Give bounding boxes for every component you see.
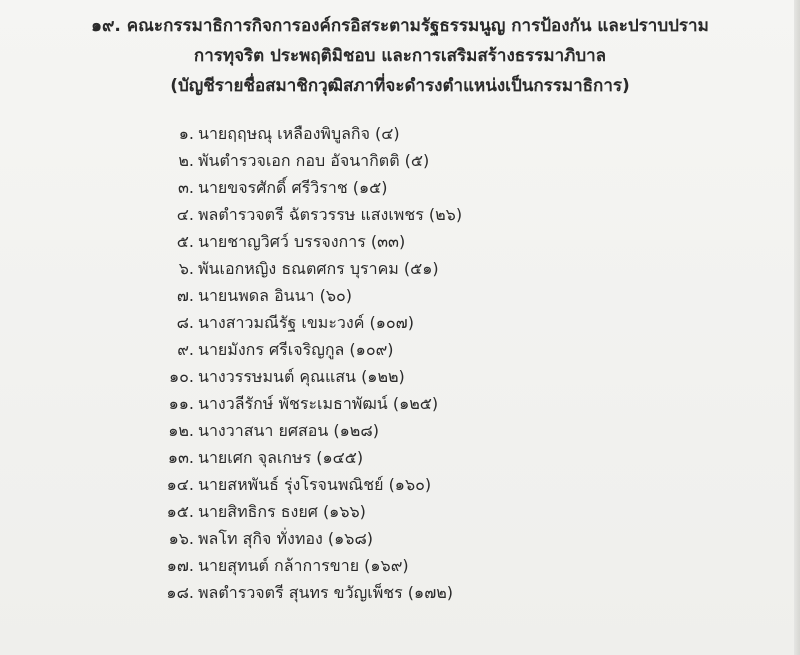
member-name: พันตำรวจเอก กอบ อัจนากิตติ (๕) [198,151,430,170]
member-list-subtitle: (บัญชีรายชื่อสมาชิกวุฒิสภาที่จะดำรงตำแหน่งเป็นกรรมาธิการ) [170,76,630,96]
item-number: ๑๕. [166,502,194,521]
item-number: ๑๐. [168,367,194,386]
list-item [0,147,800,174]
member-name: นายมังกร ศรีเจริญกูล (๑๐๙) [198,340,394,359]
list-item [0,363,800,390]
list-item [0,444,800,471]
item-number: ๒. [178,151,194,170]
page-edge-shadow [794,0,800,655]
item-number: ๓. [177,178,194,197]
committee-title: ๑๙. คณะกรรมาธิการกิจการองค์กรอิสระตามรัฐธรรมนูญ การป้องกัน และปราบปราม [91,16,709,36]
member-name: นายนพดล อินนา (๖๐) [198,286,353,305]
item-number: ๑๖. [168,529,194,548]
member-name: นายสิทธิกร ธงยศ (๑๖๖) [198,502,366,521]
member-list [0,120,800,606]
list-item [0,228,800,255]
list-item [0,336,800,363]
list-item [0,579,800,606]
member-name: นายขจรศักดิ์ ศรีวิราช (๑๕) [198,178,388,197]
member-name: พลโท สุกิจ ทั่งทอง (๑๖๘) [198,529,374,548]
list-item [0,201,800,228]
item-number: ๑๒. [168,421,194,440]
member-name: นายชาญวิศว์ บรรจงการ (๓๓) [198,232,406,251]
item-number: ๗. [176,286,194,305]
member-name: พลตำรวจตรี ฉัตรวรรษ แสงเพชร (๒๖) [198,205,463,224]
member-name: นางวลีรักษ์ พัชระเมธาพัฒน์ (๑๒๕) [198,394,439,413]
member-name: นายสหพันธ์ รุ่งโรจนพณิชย์ (๑๖๐) [198,475,432,494]
member-name: นายสุทนต์ กล้าการขาย (๑๖๙) [198,556,409,575]
list-item [0,309,800,336]
item-number: ๑๓. [167,448,194,467]
list-item [0,255,800,282]
item-number: ๑๔. [166,475,194,494]
member-name: นายฤฤษณุ เหลืองพิบูลกิจ (๔) [198,124,400,143]
item-number: ๑๗. [166,556,194,575]
list-item [0,282,800,309]
list-item [0,552,800,579]
member-name: นางสาวมณีรัฐ เขมะวงค์ (๑๐๗) [198,313,414,332]
item-number: ๑. [178,124,194,143]
member-name: พันเอกหญิง ธณตศกร บุราคม (๕๑) [198,259,439,278]
list-item [0,174,800,201]
item-number: ๑๘. [166,583,194,602]
committee-title-continued: การทุจริต ประพฤติมิชอบ และการเสริมสร้างธรรมาภิบาล [193,46,607,66]
item-number: ๔. [176,205,194,224]
member-name: พลตำรวจตรี สุนทร ขวัญเพ็ชร (๑๗๒) [198,583,454,602]
list-item [0,498,800,525]
member-name: นางวรรษมนต์ คุณแสน (๑๒๒) [198,367,405,386]
list-item [0,390,800,417]
list-item [0,525,800,552]
item-number: ๑๑. [168,394,194,413]
member-name: นางวาสนา ยศสอน (๑๒๘) [198,421,379,440]
list-item [0,120,800,147]
list-item [0,417,800,444]
member-name: นายเศก จุลเกษร (๑๔๕) [198,448,364,467]
item-number: ๖. [178,259,194,278]
item-number: ๕. [176,232,194,251]
item-number: ๘. [176,313,194,332]
list-item [0,471,800,498]
item-number: ๙. [177,340,194,359]
